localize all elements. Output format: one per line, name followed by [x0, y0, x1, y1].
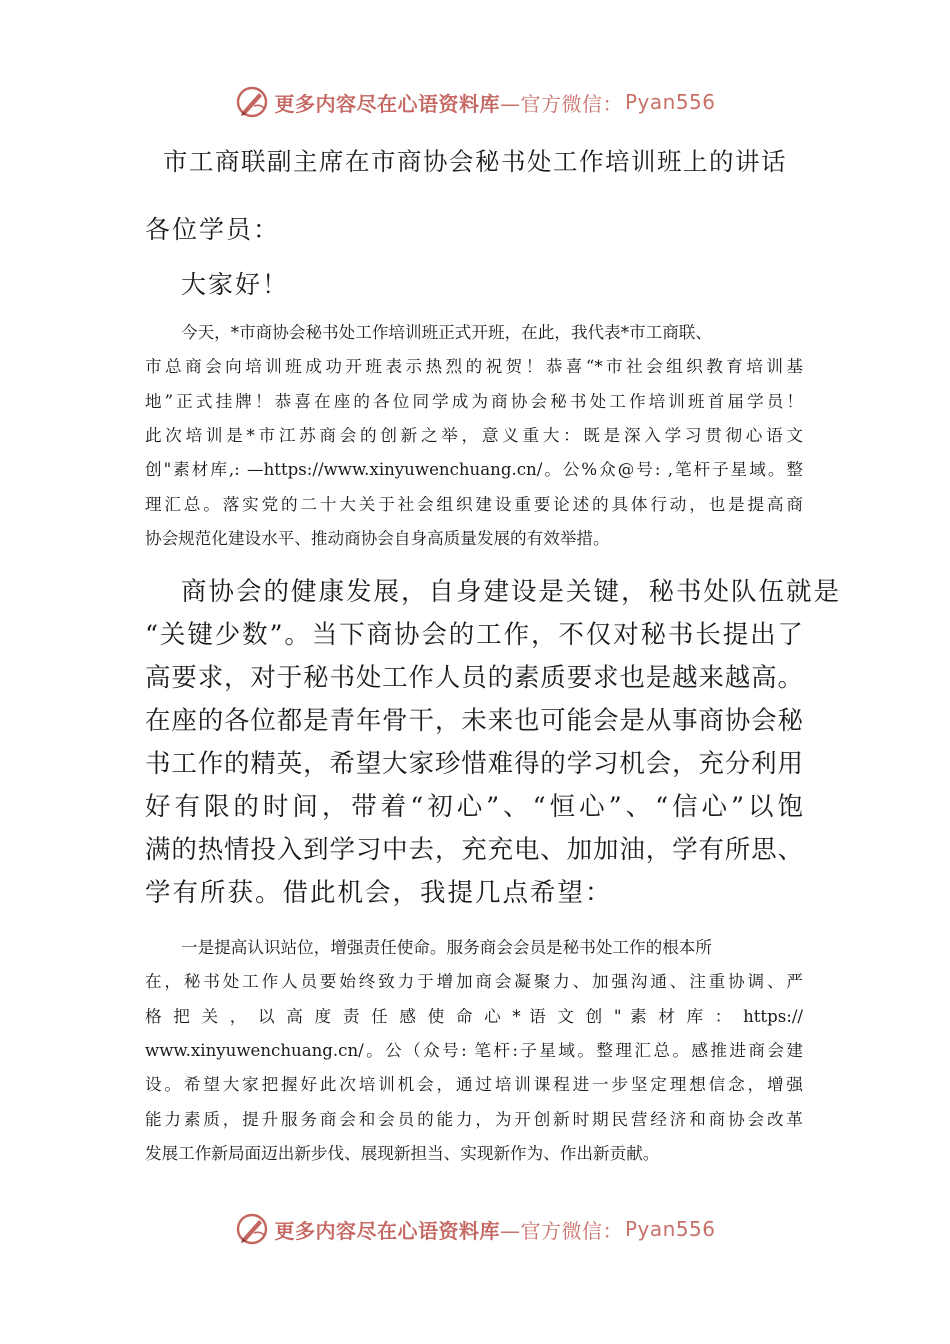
- footer-watermark-banner: [0, 1209, 950, 1249]
- banner-wechat-label: —官方微信：: [499, 1218, 623, 1243]
- paragraph-line: 一是提高认识站位，增强责任使命。服务商会会员是秘书处工作的根本所: [181, 938, 712, 957]
- paragraph-line: 设。希望大家把握好此次培训机会，通过培训课程进一步坚定理想信念，增强: [145, 1075, 803, 1094]
- banner-brand-text: 更多内容尽在心语资料库: [274, 91, 500, 116]
- paragraph-line: 此次培训是*市江苏商会的创新之举，意义重大：既是深入学习贯彻心语文: [145, 426, 803, 445]
- paragraph-line: 地”正式挂牌！恭喜在座的各位同学成为商协会秘书处工作培训班首届学员！: [145, 392, 803, 411]
- paragraph-line: 能力素质，提升服务商会和会员的能力，为开创新时期民营经济和商协会改革: [145, 1110, 803, 1129]
- paragraph-line: 理汇总。落实党的二十大关于社会组织建设重要论述的具体行动，也是提高商: [145, 495, 803, 514]
- banner-wechat-id: Pyan556: [624, 1217, 716, 1241]
- pen-logo-icon: [234, 84, 270, 120]
- paragraph-line: 协会规范化建设水平、推动商协会自身高质量发展的有效举措。: [145, 529, 610, 548]
- paragraph-line: 书工作的精英，希望大家珍惜难得的学习机会，充分利用: [145, 749, 803, 779]
- paragraph-line: 学有所获。借此机会，我提几点希望：: [145, 878, 613, 908]
- paragraph-line: 商协会的健康发展，自身建设是关键，秘书处队伍就是: [181, 577, 842, 607]
- pen-logo-icon: [234, 1211, 270, 1247]
- banner-wechat-label: —官方微信：: [499, 91, 623, 116]
- document-title: 市工商联副主席在市商协会秘书处工作培训班上的讲话: [163, 147, 787, 176]
- banner-brand-text: 更多内容尽在心语资料库: [274, 1218, 500, 1243]
- paragraph-line: 好有限的时间，带着“初心”、“恒心”、“信心”以饱: [145, 792, 803, 822]
- paragraph-line: 市总商会向培训班成功开班表示热烈的祝贺！恭喜“*市社会组织教育培训基: [145, 357, 803, 376]
- header-watermark-banner: [0, 82, 950, 122]
- paragraph-line: 格 把 关 ， 以 高 度 责 任 感 使 命 心 * 语 文 创 " 素 材 库 ： https://: [145, 1007, 803, 1026]
- banner-wechat-id: Pyan556: [624, 90, 716, 114]
- paragraph-line: 今天，*市商协会秘书处工作培训班正式开班，在此，我代表*市工商联、: [181, 323, 712, 342]
- salutation: 各位学员：: [145, 215, 281, 244]
- greeting-line: 大家好！: [181, 270, 290, 299]
- paragraph-line: 创"素材库,: —https://www.xinyuwenchuang.cn/。公%众@号: ,笔杆子星域。整: [145, 460, 803, 479]
- paragraph-line: www.xinyuwenchuang.cn/。公（众号: 笔杆:子星域。整理汇总。感推进商会建: [145, 1041, 803, 1060]
- paragraph-line: 发展工作新局面迈出新步伐、展现新担当、实现新作为、作出新贡献。: [145, 1144, 660, 1163]
- paragraph-line: “关键少数”。当下商协会的工作，不仅对秘书长提出了: [145, 620, 803, 650]
- paragraph-line: 在座的各位都是青年骨干，未来也可能会是从事商协会秘: [145, 706, 803, 736]
- paragraph-line: 满的热情投入到学习中去，充充电、加加油，学有所思、: [145, 835, 803, 865]
- paragraph-line: 高要求，对于秘书处工作人员的素质要求也是越来越高。: [145, 663, 803, 693]
- paragraph-line: 在，秘书处工作人员要始终致力于增加商会凝聚力、加强沟通、注重协调、严: [145, 972, 803, 991]
